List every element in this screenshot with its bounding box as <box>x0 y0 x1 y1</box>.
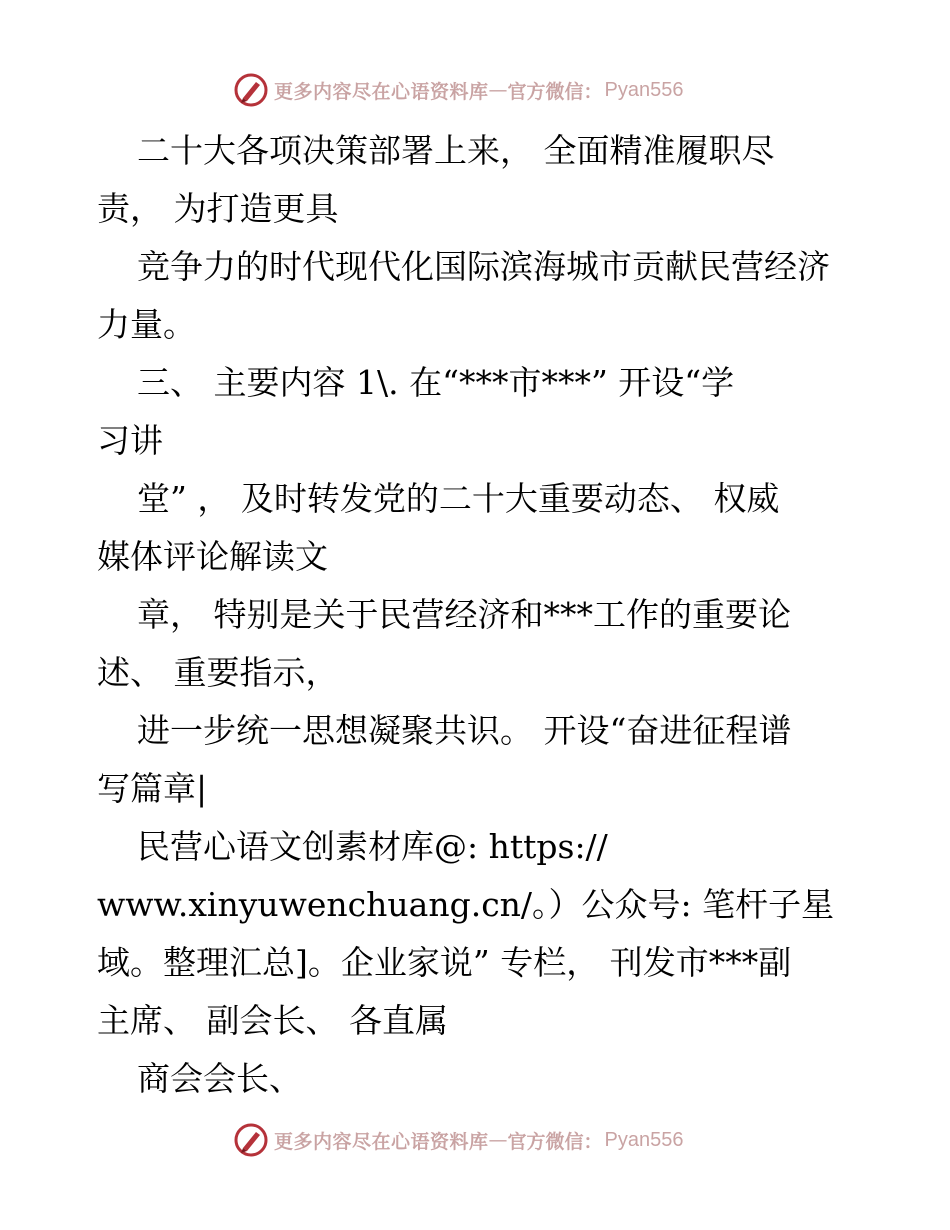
footer-promo-text: 更多内容尽在心语资料库 <box>274 1130 489 1153</box>
pen-logo-icon <box>234 73 268 107</box>
body-line: 二十大各项决策部署上来， 全面精准履职尽 <box>137 131 775 170</box>
header-wechat-id: Pyan556 <box>604 78 684 101</box>
document-body <box>97 122 877 1108</box>
body-line: 章， 特别是关于民营经济和***工作的重要论 <box>137 595 791 634</box>
body-line: 域。整理汇总]。企业家说” 专栏， 刊发市***副 <box>97 943 792 982</box>
body-line: www.xinyuwenchuang.cn/。）公众号: 笔杆子星 <box>97 885 835 924</box>
footer-wechat-label: 官方微信： <box>507 1130 603 1153</box>
body-line: 进一步统一思想凝聚共识。 开设“奋进征程谱 <box>137 711 792 750</box>
header-banner <box>234 72 684 108</box>
body-line: 述、 重要指示， <box>97 653 339 692</box>
header-promo-text: 更多内容尽在心语资料库 <box>274 80 489 103</box>
body-line: 竞争力的时代现代化国际滨海城市贡献民营经济 <box>137 247 830 286</box>
body-line: 主席、 副会长、 各直属 <box>97 1001 448 1040</box>
pen-logo-icon <box>234 1123 268 1157</box>
body-line: 媒体评论解读文 <box>97 537 328 576</box>
header-separator: — <box>488 79 508 101</box>
footer-wechat-id: Pyan556 <box>604 1128 684 1151</box>
body-line: 责， 为打造更具 <box>97 189 339 228</box>
header-wechat-label: 官方微信： <box>507 80 603 103</box>
body-line: 商会会长、 <box>137 1059 302 1098</box>
body-line: 习讲 <box>97 421 163 460</box>
body-line: 力量。 <box>97 305 196 344</box>
body-line: 堂” ， 及时转发党的二十大重要动态、 权威 <box>137 479 780 518</box>
body-line: 写篇章| <box>97 769 208 808</box>
footer-banner <box>234 1122 684 1158</box>
body-line: 民营心语文创素材库@: https:// <box>137 827 608 866</box>
body-line: 三、 主要内容 1\. 在“***市***” 开设“学 <box>137 363 735 402</box>
footer-separator: — <box>488 1129 508 1151</box>
